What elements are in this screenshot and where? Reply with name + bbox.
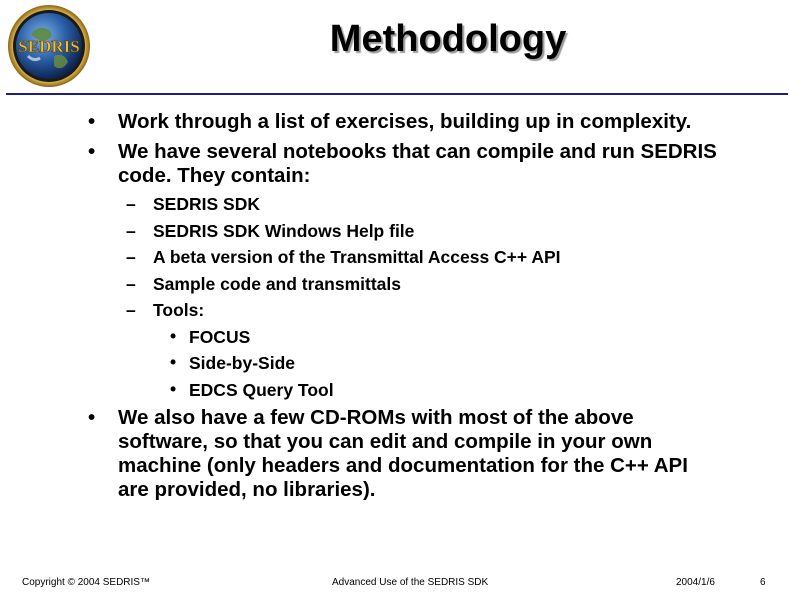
bullet-icon: • (170, 378, 177, 399)
footer-date: 2004/1/6 (676, 577, 715, 588)
title-divider (6, 93, 788, 95)
tool-text: FOCUS (189, 326, 251, 347)
bullet-icon: • (170, 352, 177, 372)
slide-title: Methodology (329, 18, 567, 60)
dash-icon: – (126, 194, 136, 214)
footer-copyright: Copyright © 2004 SEDRIS™ (22, 577, 150, 588)
sub-bullet-text: SEDRIS SDK (153, 194, 260, 214)
slide-body (0, 110, 800, 508)
sub-bullet-item (126, 194, 800, 215)
bullet-icon: • (170, 325, 177, 346)
dash-icon: – (126, 247, 136, 267)
bullet-text: We have several notebooks that can compile and run SEDRIS code. They contain: (118, 140, 717, 187)
bullet-item (88, 140, 718, 188)
svg-text:SEDRIS: SEDRIS (18, 37, 80, 56)
sub-bullet-text: Tools: (153, 300, 205, 320)
bullet-text: Work through a list of exercises, building up in complexity. (118, 110, 692, 133)
dash-icon: – (126, 220, 136, 241)
bullet-icon: • (88, 140, 96, 163)
bullet-item (88, 406, 718, 502)
sub-bullet-text: A beta version of the Transmittal Access C++ API (153, 247, 561, 267)
bullet-text: We also have a few CD-ROMs with most of the above software, so that you can edit and compile in your own machine (only headers and documentation for the C++ API are provided, no libraries). (118, 406, 688, 501)
dash-icon: – (126, 273, 136, 294)
tool-item (170, 378, 800, 401)
tool-item (170, 352, 800, 374)
tool-text: Side-by-Side (189, 353, 295, 373)
footer-course-title: Advanced Use of the SEDRIS SDK (332, 577, 489, 588)
sub-bullet-item (126, 220, 800, 242)
dash-icon: – (126, 300, 136, 320)
sub-bullet-item (126, 273, 800, 295)
sub-bullet-text: Sample code and transmittals (153, 273, 401, 294)
sub-bullet-text: SEDRIS SDK Windows Help file (153, 220, 415, 241)
tool-text: EDCS Query Tool (189, 379, 334, 400)
sub-bullet-item (126, 300, 800, 321)
sub-bullet-item (126, 247, 800, 268)
bullet-icon: • (88, 110, 96, 133)
bullet-item (88, 110, 718, 134)
tool-item (170, 325, 800, 348)
bullet-icon: • (88, 406, 96, 429)
footer-page-number: 6 (760, 577, 766, 588)
